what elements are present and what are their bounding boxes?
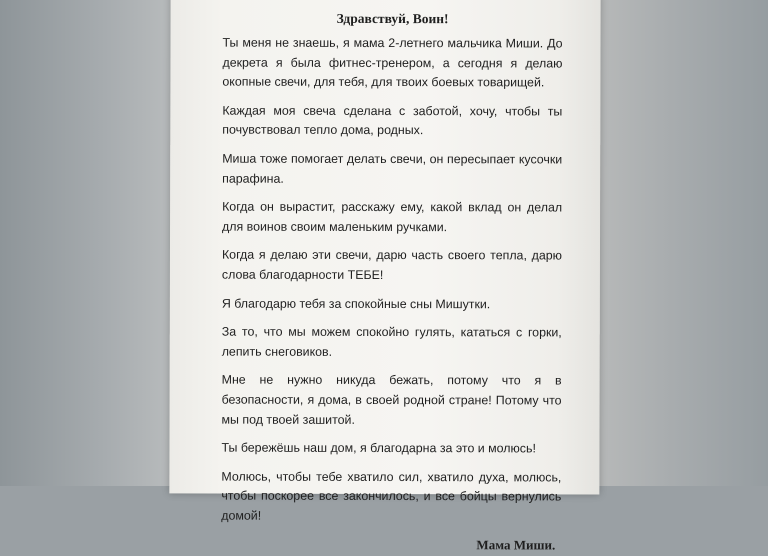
paragraph-safety: Мне не нужно никуда бежать, потому что я в безопасности, я дома, в своей родной стране! Потому что мы под твоей зашитой. <box>221 372 562 427</box>
paragraph-protect-home: Ты бережёшь наш дом, я благодарна за это и молюсь! <box>221 440 536 456</box>
background-right <box>598 0 768 486</box>
paragraph-intro: Ты меня не знаешь, я мама 2-летнего мальчика Миши. До декрета я была фитнес-тренером, а сегодня я делаю окопные свечи, для тебя, для твоих боевых товарищей. <box>222 35 563 90</box>
background-left <box>0 0 175 486</box>
letter-body <box>221 10 562 556</box>
paragraph-candle-care: Каждая моя свеча сделана с заботой, хочу, чтобы ты почувствовал тепло дома, родных. <box>222 103 563 138</box>
paragraph-walks: За то, что мы можем спокойно гулять, кататься с горки, лепить снеговиков. <box>221 324 562 359</box>
letter-title: Здравствуй, Воин! <box>336 10 449 27</box>
paragraph-misha-helps: Миша тоже помогает делать свечи, он пересыпает кусочки парафина. <box>222 151 563 186</box>
paragraph-warmth: Когда я делаю эти свечи, дарю часть своего тепла, дарю слова благодарности ТЕБЕ! <box>221 247 562 282</box>
paragraph-when-grows: Когда он вырастит, расскажу ему, какой вклад он делал для воинов своим маленьким ручками. <box>222 199 563 234</box>
letter-signature: Мама Миши. <box>476 537 556 553</box>
paragraph-prayer: Молюсь, чтобы тебе хватило сил, хватило духа, молюсь, чтобы поскорее все закончилось, и все бойцы вернулись домой! <box>221 469 562 523</box>
paragraph-thanks-sleep: Я благодарю тебя за спокойные сны Мишутки. <box>221 296 491 311</box>
letter-paper <box>169 0 600 553</box>
